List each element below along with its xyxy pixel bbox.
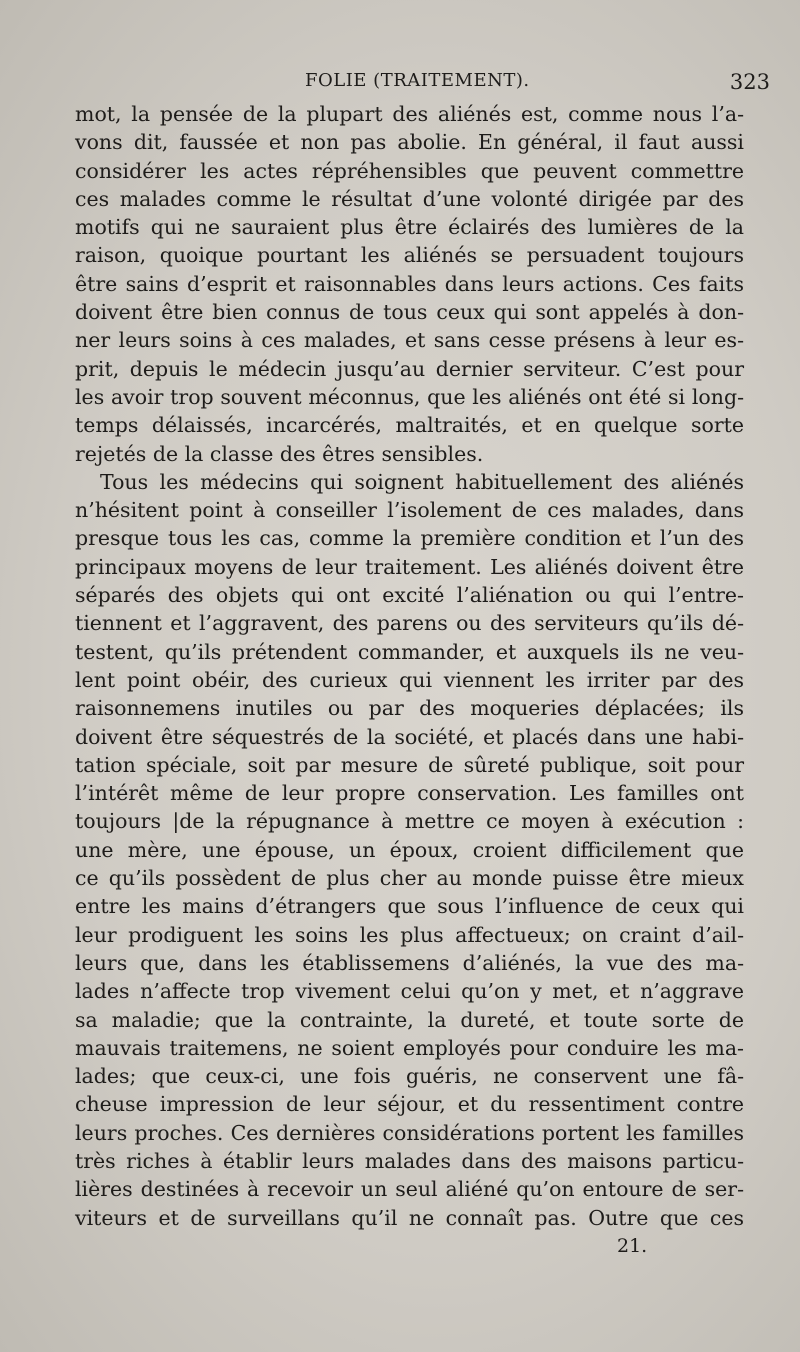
body-text <box>75 100 744 1232</box>
text-line: lades; que ceux-ci, une fois guéris, ne conservent une fâ- <box>75 1064 744 1089</box>
text-line: ce qu’ils possèdent de plus cher au monde puisse être mieux <box>75 866 744 891</box>
text-line: temps délaissés, incarcérés, maltraités, et en quelque sorte <box>75 413 744 438</box>
text-line: ces malades comme le résultat d’une volonté dirigée par des <box>75 186 744 211</box>
page-number: 323 <box>729 70 770 94</box>
text-line: entre les mains d’étrangers que sous l’influence de ceux qui <box>75 894 744 919</box>
text-line: viteurs et de surveillans qu’il ne connaît pas. Outre que ces <box>75 1205 744 1230</box>
text-line: lières destinées à recevoir un seul aliéné qu’on entoure de ser- <box>75 1177 744 1202</box>
running-head <box>0 70 800 100</box>
text-line: motifs qui ne sauraient plus être éclairés des lumières de la <box>75 215 744 240</box>
text-line: très riches à établir leurs malades dans des maisons particu- <box>75 1148 744 1173</box>
text-line: lades n’affecte trop vivement celui qu’on y met, et n’aggrave <box>75 979 744 1004</box>
text-line: leurs proches. Ces dernières considérations portent les familles <box>75 1120 744 1145</box>
text-line: être sains d’esprit et raisonnables dans leurs actions. Ces faits <box>75 271 744 296</box>
text-line: leur prodiguent les soins les plus affectueux; on craint d’ail- <box>75 922 744 947</box>
text-line: ner leurs soins à ces malades, et sans cesse présens à leur es- <box>75 328 744 353</box>
signature-mark: 21. <box>617 1235 648 1257</box>
text-line: tation spéciale, soit par mesure de sûreté publique, soit pour <box>75 752 744 777</box>
text-line: toujours |de la répugnance à mettre ce moyen à exécution : <box>75 809 744 834</box>
text-line: vons dit, faussée et non pas abolie. En général, il faut aussi <box>75 130 744 155</box>
text-line: Tous les médecins qui soignent habituellement des aliénés <box>100 469 744 494</box>
text-line: une mère, une épouse, un époux, croient difficilement que <box>75 837 744 862</box>
text-line: testent, qu’ils prétendent commander, et auxquels ils ne veu- <box>75 639 744 664</box>
text-line: raison, quoique pourtant les aliénés se persuadent toujours <box>75 243 744 268</box>
text-line: rejetés de la classe des êtres sensibles. <box>75 441 484 466</box>
text-line: prit, depuis le médecin jusqu’au dernier serviteur. C’est pour <box>75 356 744 381</box>
text-line: raisonnemens inutiles ou par des moqueries déplacées; ils <box>75 696 744 721</box>
text-line: leurs que, dans les établissemens d’aliénés, la vue des ma- <box>75 950 744 975</box>
text-line: sa maladie; que la contrainte, la dureté, et toute sorte de <box>75 1007 744 1032</box>
text-line: mauvais traitemens, ne soient employés pour conduire les ma- <box>75 1035 744 1060</box>
text-line: n’hésitent point à conseiller l’isolement de ces malades, dans <box>75 498 744 523</box>
text-line: principaux moyens de leur traitement. Les aliénés doivent être <box>75 554 744 579</box>
text-line: mot, la pensée de la plupart des aliénés est, comme nous l’a- <box>75 102 744 126</box>
text-line: lent point obéir, des curieux qui viennent les irriter par des <box>75 667 744 692</box>
text-line: tiennent et l’aggravent, des parens ou des serviteurs qu’ils dé- <box>75 611 744 636</box>
text-line: séparés des objets qui ont excité l’aliénation ou qui l’entre- <box>75 583 744 608</box>
text-line: considérer les actes répréhensibles que peuvent commettre <box>75 158 744 183</box>
text-line: cheuse impression de leur séjour, et du ressentiment contre <box>75 1092 744 1117</box>
text-line: doivent être bien connus de tous ceux qui sont appelés à don- <box>75 300 744 325</box>
text-line: l’intérêt même de leur propre conservation. Les familles ont <box>75 781 744 806</box>
text-line: les avoir trop souvent méconnus, que les aliénés ont été si long- <box>75 384 744 409</box>
text-line: presque tous les cas, comme la première condition et l’un des <box>75 526 744 551</box>
text-line: doivent être séquestrés de la société, et placés dans une habi- <box>75 724 744 749</box>
running-title: FOLIE (TRAITEMENT). <box>305 70 530 91</box>
